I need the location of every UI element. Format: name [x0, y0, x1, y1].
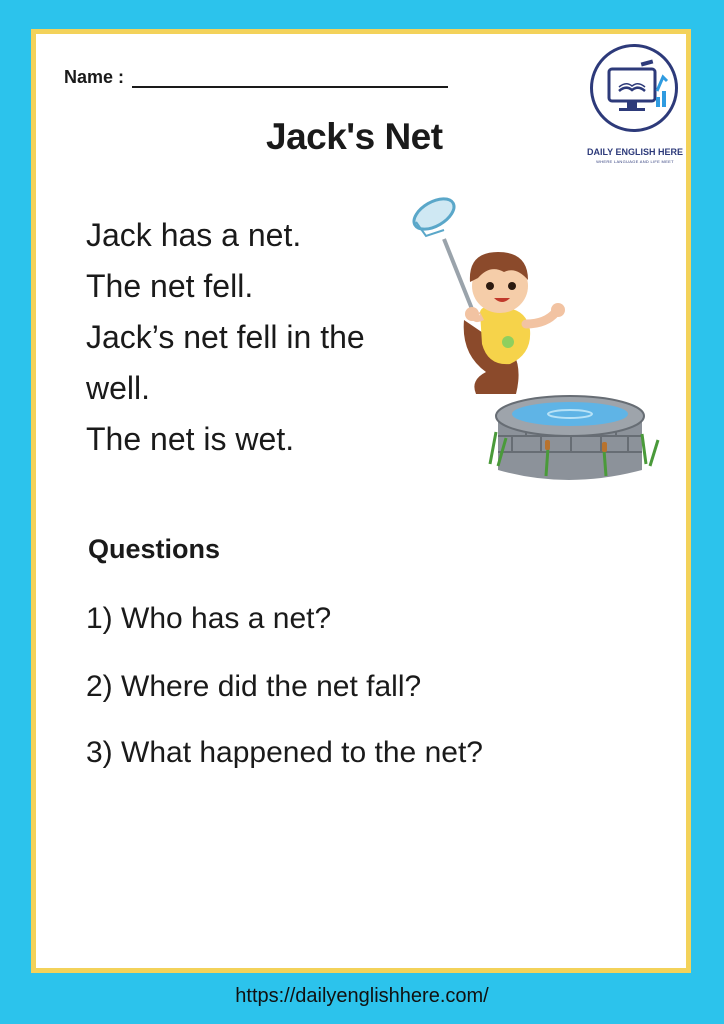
- story-line: Jack has a net.: [86, 217, 302, 253]
- monitor-book-icon: [593, 47, 675, 129]
- stone-well-icon: [490, 396, 658, 480]
- boy-with-net-at-well-illustration: [406, 194, 676, 484]
- website-url[interactable]: https://dailyenglishhere.com/: [235, 985, 489, 1007]
- questions-heading: Questions: [88, 534, 221, 564]
- logo-brand-text: DAILY ENGLISH HERE: [586, 147, 684, 157]
- worksheet-page: [31, 29, 691, 973]
- story-text: [86, 210, 365, 465]
- brand-logo: [576, 39, 694, 169]
- butterfly-net-icon: [409, 194, 474, 314]
- worksheet-title: Jack's Net: [266, 116, 443, 157]
- story-line: Jack’s net fell in the: [86, 319, 365, 355]
- story-line: The net fell.: [86, 268, 254, 304]
- boy-icon: [464, 252, 565, 394]
- name-write-line: [132, 68, 448, 88]
- question-item: 1) Who has a net?: [86, 602, 332, 635]
- name-field-row: [64, 67, 448, 88]
- logo-emblem: [590, 44, 678, 132]
- question-item: 2) Where did the net fall?: [86, 670, 422, 703]
- logo-tagline: WHERE LANGUAGE AND LIFE MEET: [596, 159, 674, 164]
- story-line: The net is wet.: [86, 421, 295, 457]
- question-item: 3) What happened to the net?: [86, 736, 483, 769]
- name-label: Name :: [64, 67, 125, 87]
- story-line: well.: [86, 370, 151, 406]
